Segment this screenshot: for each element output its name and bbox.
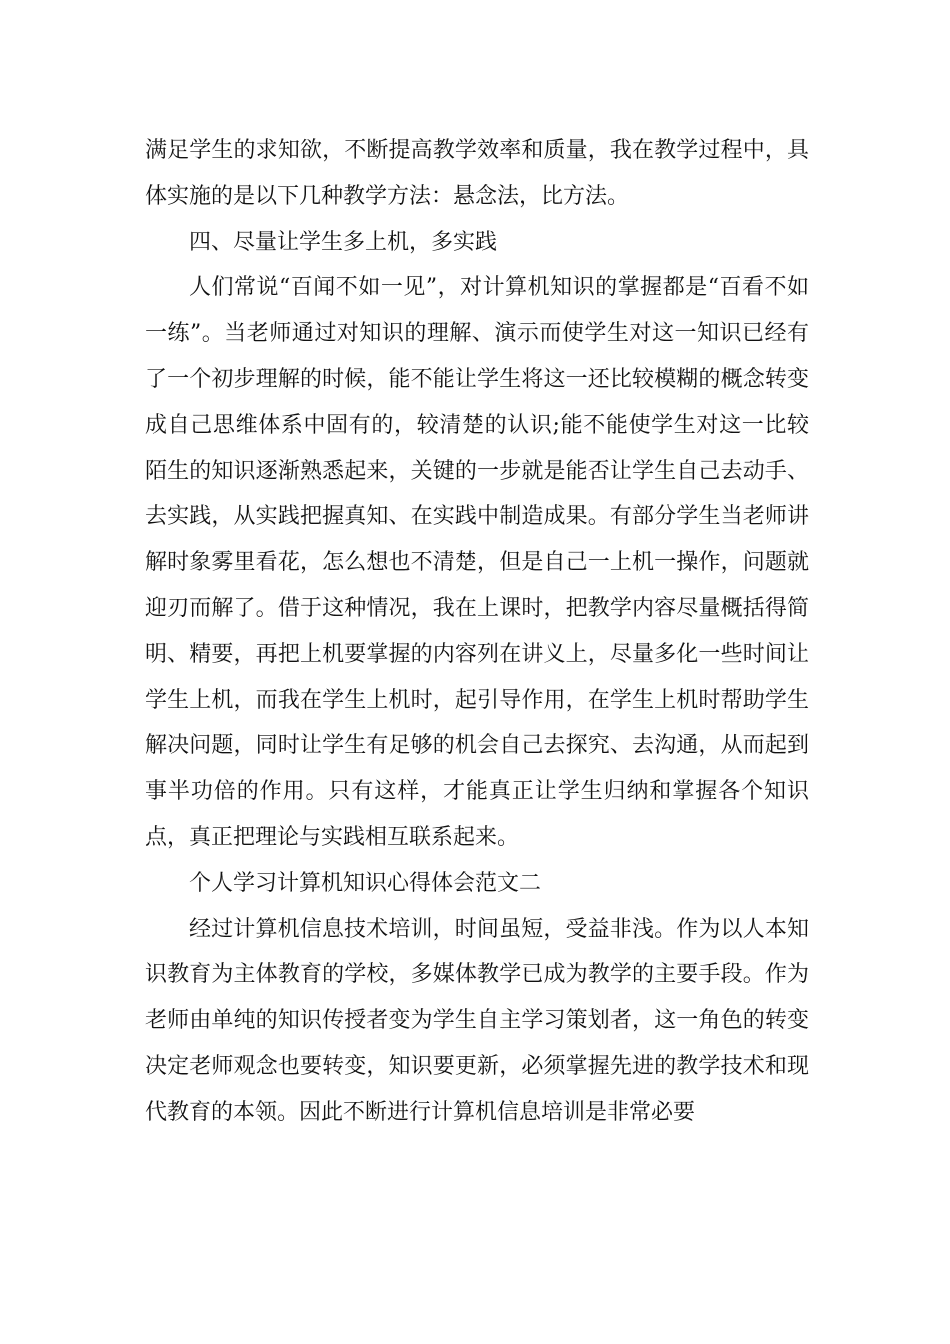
paragraph-training: 经过计算机信息技术培训，时间虽短，受益非浅。作为以人本知识教育为主体教育的学校，多媒体教学已成为教学的主要手段。作为老师由单纯的知识传授者变为学生自主学习策划者，这一角色的转变决定老师观念也要转变，知识要更新，必须掌握先进的教学技术和现代教育的本领。因此不断进行计算机信息培训是非常必要 [145,916,809,1125]
paragraph-practice: 人们常说“百闻不如一见”，对计算机知识的掌握都是“百看不如一练”。当老师通过对知识的理解、演示而使学生对这一知识已经有了一个初步理解的时候，能不能让学生将这一还比较模糊的概念转变成自己思维体系中固有的，较清楚的认识;能不能使学生对这一比较陌生的知识逐渐熟悉起来，关键的一步就是能否让学生自己去动手、去实践，从实践把握真知、在实践中制造成果。有部分学生当老师讲解时象雾里看花，怎么想也不清楚，但是自己一上机一操作，问题就迎刃而解了。借于这种情况，我在上课时，把教学内容尽量概括得简明、精要，再把上机要掌握的内容列在讲义上，尽量多化一些时间让学生上机，而我在学生上机时，起引导作用，在学生上机时帮助学生解决问题，同时让学生有足够的机会自己去探究、去沟通，从而起到事半功倍的作用。只有这样，才能真正让学生归纳和掌握各个知识点，真正把理论与实践相互联系起来。 [145,275,809,850]
essay-two-title: 个人学习计算机知识心得体会范文二 [189,870,542,896]
paragraph-continuation: 满足学生的求知欲，不断提高教学效率和质量，我在教学过程中，具体实施的是以下几种教学方法：悬念法，比方法。 [145,138,809,209]
document-body [145,128,809,1136]
section-heading-four: 四、尽量让学生多上机，多实践 [189,229,498,255]
